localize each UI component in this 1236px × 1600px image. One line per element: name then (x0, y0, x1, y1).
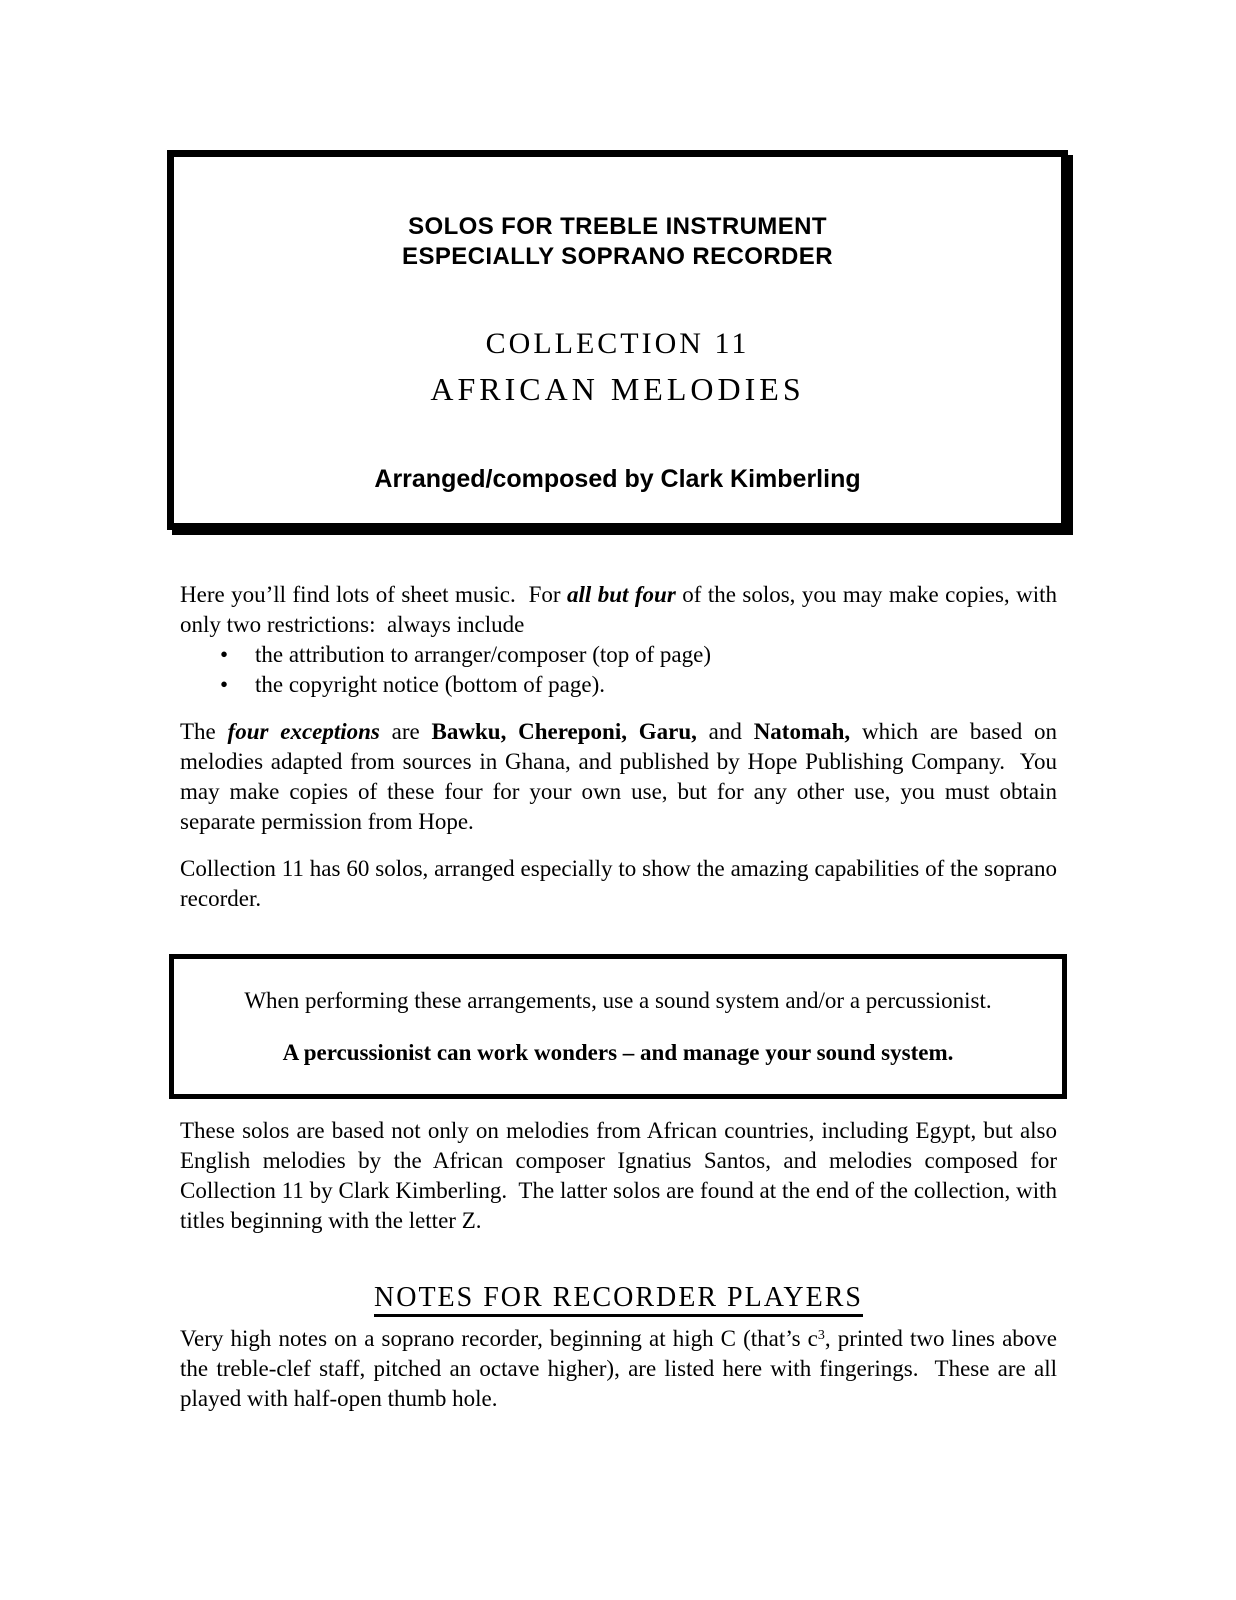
series-title: AFRICAN MELODIES (430, 371, 805, 407)
bullet-list (0, 640, 1236, 700)
collection-size-paragraph: Collection 11 has 60 solos, arranged especially to show the amazing capabilities of the soprano recorder. (180, 856, 1057, 911)
notes-seg2: , printed two lines above the treble-clef staff, pitched an octave higher), are listed here with fingerings. These are all played with half-open thumb hole. (180, 1326, 1057, 1411)
exceptions-seg3: are (379, 719, 432, 744)
performance-advice-line: When performing these arrangements, use a sound system and/or a percussionist. (244, 988, 992, 1013)
four-exceptions-emphasis: four exceptions (227, 719, 380, 744)
collection-title: COLLECTION 11 (485, 327, 750, 360)
notes-paragraph (180, 1324, 1057, 1414)
natomah-bold: Natomah, (753, 719, 851, 744)
exceptions-paragraph (180, 717, 1057, 837)
title-box (167, 150, 1068, 530)
list-item (180, 670, 1057, 700)
notes-seg1: Very high notes on a soprano recorder, beginning at high C (that’s c (180, 1326, 818, 1351)
title-line-1: SOLOS FOR TREBLE INSTRUMENT (408, 213, 827, 240)
byline: Arranged/composed by Clark Kimberling (374, 465, 861, 493)
percussionist-line: A percussionist can work wonders – and manage your sound system. (282, 1040, 954, 1065)
exceptions-seg1: The (180, 719, 228, 744)
list-item (180, 640, 1057, 670)
notes-heading-text: NOTES FOR RECORDER PLAYERS (374, 1282, 863, 1317)
bullet-icon: • (220, 672, 229, 697)
copy-permissions-paragraph (180, 580, 1057, 640)
exception-titles-bold: Bawku, Chereponi, Garu, (431, 719, 697, 744)
performance-box (169, 954, 1067, 1099)
bullet-text-copyright: the copyright notice (bottom of page). (255, 672, 606, 697)
bullet-text-attribution: the attribution to arranger/composer (top of page) (255, 642, 712, 667)
notes-heading (180, 1278, 1057, 1318)
title-line-2: ESPECIALLY SOPRANO RECORDER (402, 243, 833, 270)
high-c-superscript: 3 (817, 1328, 825, 1343)
all-but-four-emphasis: all but four (567, 582, 676, 607)
bullet-icon: • (220, 642, 229, 667)
intro-text-start: Here you’ll find lots of sheet music. For (180, 582, 568, 607)
intro-text-end: of the solos, you may make copies, with only two restrictions: always include (180, 582, 1057, 637)
about-solos-paragraph: These solos are based not only on melodies from African countries, including Egypt, but also English melodies by the African composer Ignatius Santos, and melodies composed for Collection 11 by Clark Kimberling. The latter solos are found at the end of the collection, with titles beginning with the letter Z. (180, 1118, 1057, 1233)
exceptions-seg7: which are based on melodies adapted from sources in Ghana, and published by Hope Publishing Company. You may make copies of these four for your own use, but for any other use, you must obtain separate permission from Hope. (180, 719, 1057, 834)
exceptions-seg5: and (696, 719, 754, 744)
